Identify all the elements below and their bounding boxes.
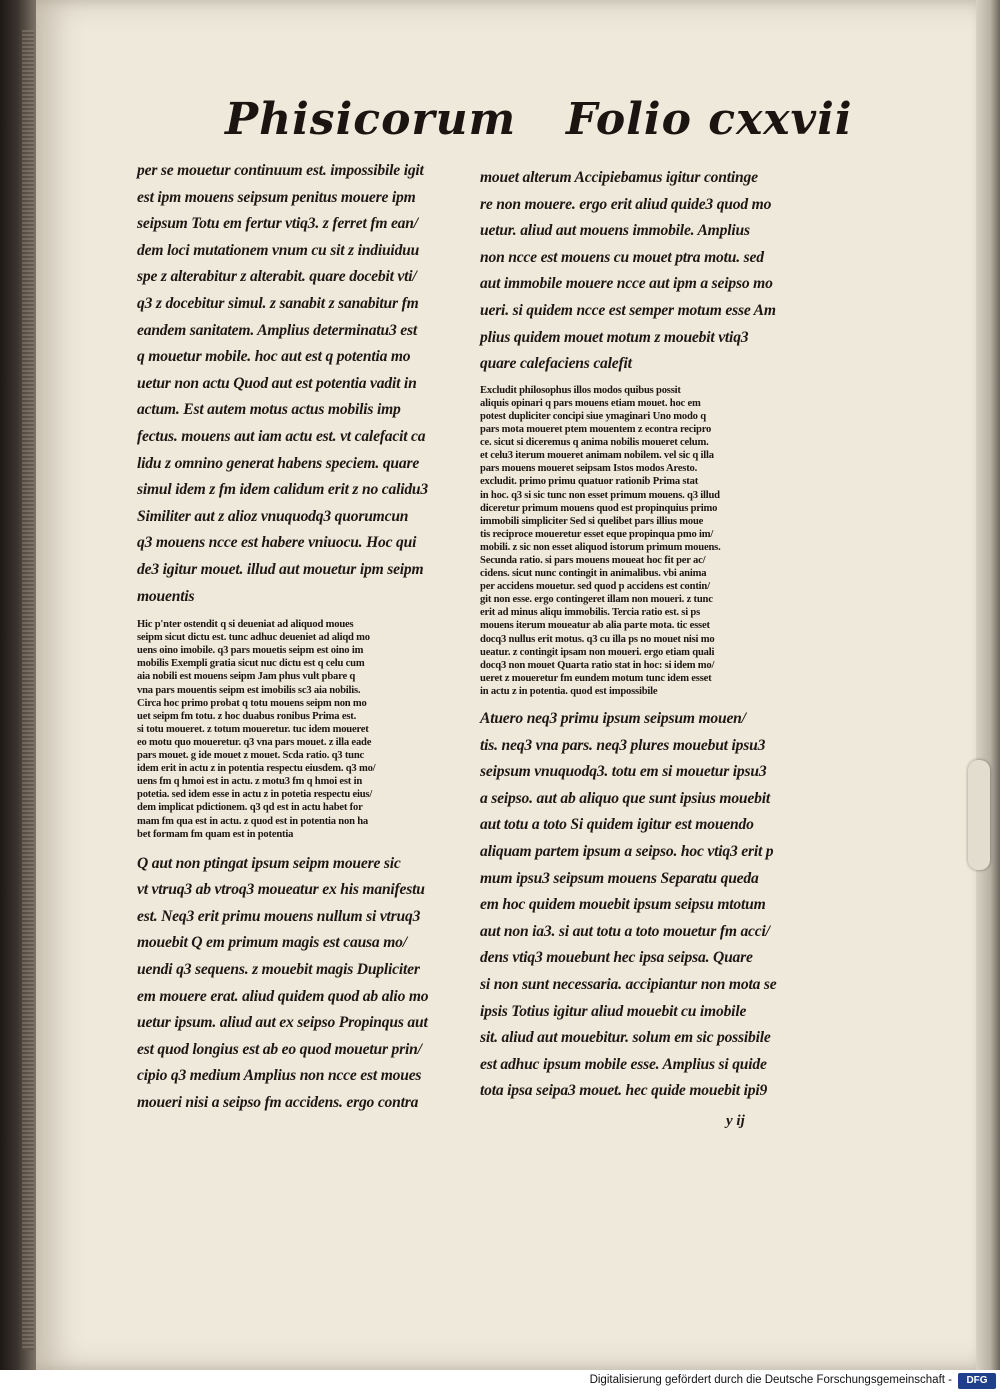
text-line: in actu z in potentia. quod est impossibile bbox=[480, 685, 658, 697]
text-line: docq3 non mouet Quarta ratio stat in hoc: si idem mo/ bbox=[480, 659, 715, 671]
text-line: potest dupliciter concipi siue ymaginari Uno modo q bbox=[480, 410, 706, 422]
text-line: ce. sicut si diceremus q anima nobilis moueret celum. bbox=[480, 437, 709, 449]
text-line: idem erit in actu z in potentia respectu eiusdem. q3 mo/ bbox=[137, 763, 376, 775]
text-line: mouentis bbox=[137, 587, 195, 605]
page-right-edge bbox=[976, 0, 1000, 1370]
text-line: mouebit Q em primum magis est causa mo/ bbox=[137, 934, 407, 952]
left-text-block-2 bbox=[137, 851, 469, 1117]
text-line: aliquam partem ipsum a seipso. hoc vtiq3 erit p bbox=[480, 842, 774, 860]
text-line: seipm sicut dictu est. tunc adhuc deueniet ad aliqd mo bbox=[137, 632, 370, 644]
text-line: fectus. mouens aut iam actu est. vt calefacit ca bbox=[137, 427, 426, 445]
text-line: ipsis Totius igitur aliud mouebit cu imobile bbox=[480, 1002, 747, 1020]
text-line: et celu3 iterum moueret animam nobilem. vel sic q illa bbox=[480, 450, 714, 462]
text-line: dens vtiq3 mouebunt hec ipsa seipsa. Quare bbox=[480, 949, 753, 967]
text-line: cidens. sicut nunc contingit in animalibus. vbi anima bbox=[480, 568, 707, 580]
text-line: sit. aliud aut mouebitur. solum em sic possibile bbox=[480, 1029, 771, 1047]
text-line: Hic p'nter ostendit q si deueniat ad aliquod moues bbox=[137, 619, 354, 631]
text-line: tis. neq3 vna pars. neq3 plures mouebut ipsu3 bbox=[480, 736, 766, 754]
text-line: uetur ipsum. aliud aut ex seipso Propinqus aut bbox=[137, 1014, 428, 1032]
dfg-logo[interactable]: DFG bbox=[958, 1373, 996, 1389]
text-line: uetur non actu Quod aut est potentia vadit in bbox=[137, 374, 417, 392]
text-line: de3 igitur mouet. illud aut mouetur ipm seipm bbox=[137, 560, 424, 578]
text-line: quare calefaciens calefit bbox=[480, 355, 632, 373]
text-line: uet seipm fm totu. z hoc duabus ronibus Prima est. bbox=[137, 710, 357, 722]
text-line: q3 z docebitur simul. z sanabit z sanabitur fm bbox=[137, 294, 419, 312]
text-line: re non mouere. ergo erit aliud quide3 quod mo bbox=[480, 195, 772, 213]
text-line: excludit. primo primu quatuor rationib Prima stat bbox=[480, 476, 699, 488]
text-line: cipio q3 medium Amplius non ncce est moues bbox=[137, 1067, 422, 1085]
footer-bar bbox=[0, 1370, 1000, 1393]
text-line: mobili. z sic non esset aliquod istorum primum mouens. bbox=[480, 541, 721, 553]
text-line: em mouere erat. aliud quidem quod ab alio mo bbox=[137, 987, 429, 1005]
text-line: dem implicat pdictionem. q3 qd est in actu habet for bbox=[137, 802, 363, 814]
text-line: est. Neq3 erit primu mouens nullum si vtruq3 bbox=[137, 907, 421, 925]
text-line: Atuero neq3 primu ipsum seipsum mouen/ bbox=[480, 710, 746, 727]
text-line: mobilis Exempli gratia sicut nuc dictu est q celu cum bbox=[137, 658, 365, 670]
text-line: git non esse. ergo contingeret illam non moueri. z tunc bbox=[480, 594, 713, 606]
text-line: mouens iterum moueatur ab alia parte mota. tic esset bbox=[480, 620, 710, 632]
text-line: spe z alterabitur z alterabit. quare docebit vti/ bbox=[137, 268, 417, 286]
funding-notice: Digitalisierung gefördert durch die Deutsche Forschungsgemeinschaft - bbox=[589, 1374, 952, 1386]
text-line: pars mota moueret ptem mouentem z econtra recipro bbox=[480, 424, 712, 436]
text-line: diceretur primum mouens quod est propinquius primo bbox=[480, 502, 718, 514]
text-line: non ncce est mouens cu mouet ptra motu. sed bbox=[480, 248, 764, 266]
text-line: est adhuc ipsum mobile esse. Amplius si quide bbox=[480, 1055, 767, 1073]
left-column bbox=[137, 158, 469, 1117]
folio-number: Folio cxxvii bbox=[566, 94, 853, 145]
text-line: simul idem z fm idem calidum erit z no calidu3 bbox=[137, 481, 428, 499]
text-line: Q aut non ptingat ipsum seipm mouere sic bbox=[137, 854, 401, 872]
text-line: aut totu a toto Si quidem igitur est mouendo bbox=[480, 816, 754, 834]
text-line: bet formam fm quam est in potentia bbox=[137, 828, 294, 840]
text-line: seipsum vnuquodq3. totu em si mouetur ipsu3 bbox=[480, 763, 767, 781]
text-line: est ipm mouens seipsum penitus mouere ipm bbox=[137, 188, 416, 206]
text-line: potetia. sed idem esse in actu z in potetia respectu eius/ bbox=[137, 789, 373, 801]
text-line: plius quidem mouet motum z mouebit vtiq3 bbox=[480, 328, 749, 346]
running-title: Phisicorum bbox=[225, 94, 517, 145]
right-text-block-2 bbox=[480, 706, 802, 1105]
text-line: lidu z omnino generat habens speciem. quare bbox=[137, 454, 420, 472]
text-line: mum ipsu3 seipsum mouens Separatu queda bbox=[480, 869, 759, 887]
text-line: a seipso. aut ab aliquo que sunt ipsius mouebit bbox=[480, 789, 770, 807]
text-line: uens fm q hmoi est in actu. z motu3 fm q hmoi est in bbox=[137, 776, 363, 788]
text-line: uetur. aliud aut mouens immobile. Amplius bbox=[480, 222, 750, 240]
text-line: si totu moueret. z totum moueretur. tuc idem moueret bbox=[137, 723, 369, 735]
text-line: q mouetur mobile. hoc aut est q potentia mo bbox=[137, 348, 411, 366]
text-line: moueri nisi a seipso fm accidens. ergo contra bbox=[137, 1094, 419, 1112]
text-line: tis reciproce moueretur esset eque propinqua pmo im/ bbox=[480, 528, 714, 540]
text-line: Excludit philosophus illos modos quibus possit bbox=[480, 384, 681, 396]
text-line: ueri. si quidem ncce est semper motum esse Am bbox=[480, 301, 776, 319]
text-line: tota ipsa seipa3 mouet. hec quide mouebit ipi9 bbox=[480, 1082, 768, 1100]
text-line: Secunda ratio. si pars mouens moueat hoc fit per ac/ bbox=[480, 554, 706, 566]
text-line: uens oino imobile. q3 pars mouetis seipm est oino im bbox=[137, 645, 364, 657]
text-line: vt vtruq3 ab vtroq3 moueatur ex his manifestu bbox=[137, 881, 425, 899]
text-line: ueatur. z contingit ipsam non moueri. ergo etiam quali bbox=[480, 646, 715, 658]
text-line: vna pars mouentis seipm est imobilis sc3 aia nobilis. bbox=[137, 684, 361, 696]
page-edges bbox=[22, 30, 34, 1350]
text-line: si non sunt necessaria. accipiantur non mota se bbox=[480, 975, 777, 993]
text-line: immobili simpliciter Sed si quelibet pars illius moue bbox=[480, 515, 704, 527]
text-line: Circa hoc primo probat q totu mouens seipm non mo bbox=[137, 697, 367, 709]
text-line: ueret z moueretur fm eundem motum tunc idem esset bbox=[480, 672, 712, 684]
text-line: per accidens mouetur. sed quod p accidens est contin/ bbox=[480, 581, 710, 593]
right-column bbox=[480, 165, 802, 1105]
text-line: q3 mouens ncce est habere vniuocu. Hoc qui bbox=[137, 534, 417, 552]
text-line: aia nobili est mouens seipm Jam phus vult pbare q bbox=[137, 671, 356, 683]
text-line: pars mouet. g ide mouet z mouet. Scda ratio. q3 tunc bbox=[137, 750, 365, 762]
text-line: aut immobile mouere ncce aut ipm a seipso mo bbox=[480, 275, 773, 293]
book-spine bbox=[0, 0, 40, 1370]
text-line: actum. Est autem motus actus mobilis imp bbox=[137, 401, 401, 419]
text-line: dem loci mutationem vnum cu sit z indiuiduu bbox=[137, 241, 420, 259]
text-line: mouet alterum Accipiebamus igitur continge bbox=[480, 169, 758, 186]
text-line: aliquis opinari q pars mouens etiam mouet. hoc em bbox=[480, 397, 701, 409]
text-line: docq3 nullus erit motus. q3 cu illa ps no mouet nisi mo bbox=[480, 633, 715, 645]
text-line: per se mouetur continuum est. impossibile igit bbox=[137, 162, 424, 179]
text-line: Similiter aut z alioz vnuquodq3 quorumcun bbox=[137, 507, 409, 525]
page-clip bbox=[968, 760, 990, 870]
text-line: seipsum Totu em fertur vtiq3. z ferret fm ean/ bbox=[137, 215, 418, 233]
left-commentary-block bbox=[137, 618, 469, 841]
signature-mark: y ij bbox=[726, 1113, 745, 1129]
text-line: uendi q3 sequens. z mouebit magis Dupliciter bbox=[137, 961, 420, 979]
text-line: aut non ia3. si aut totu a toto mouetur fm acci/ bbox=[480, 922, 770, 940]
text-line: est quod longius est ab eo quod mouetur prin/ bbox=[137, 1040, 422, 1058]
text-line: pars mouens moueret seipsam Istos modos Aresto. bbox=[480, 463, 698, 475]
text-line: eandem sanitatem. Amplius determinatu3 est bbox=[137, 321, 417, 339]
text-line: eo motu quo moueretur. q3 vna pars mouet. z illa eade bbox=[137, 736, 372, 748]
right-text-block bbox=[480, 165, 802, 378]
text-line: in hoc. q3 si sic tunc non esset primum mouens. q3 illud bbox=[480, 489, 720, 501]
text-line: mam fm qua est in actu. z quod est in potentia non ha bbox=[137, 815, 369, 827]
text-line: erit ad minus aliqu immobilis. Tercia ratio est. si ps bbox=[480, 607, 701, 619]
right-commentary-block bbox=[480, 384, 802, 698]
text-line: em hoc quidem mouebit ipsum seipsu mtotum bbox=[480, 896, 766, 914]
left-text-block bbox=[137, 158, 469, 610]
